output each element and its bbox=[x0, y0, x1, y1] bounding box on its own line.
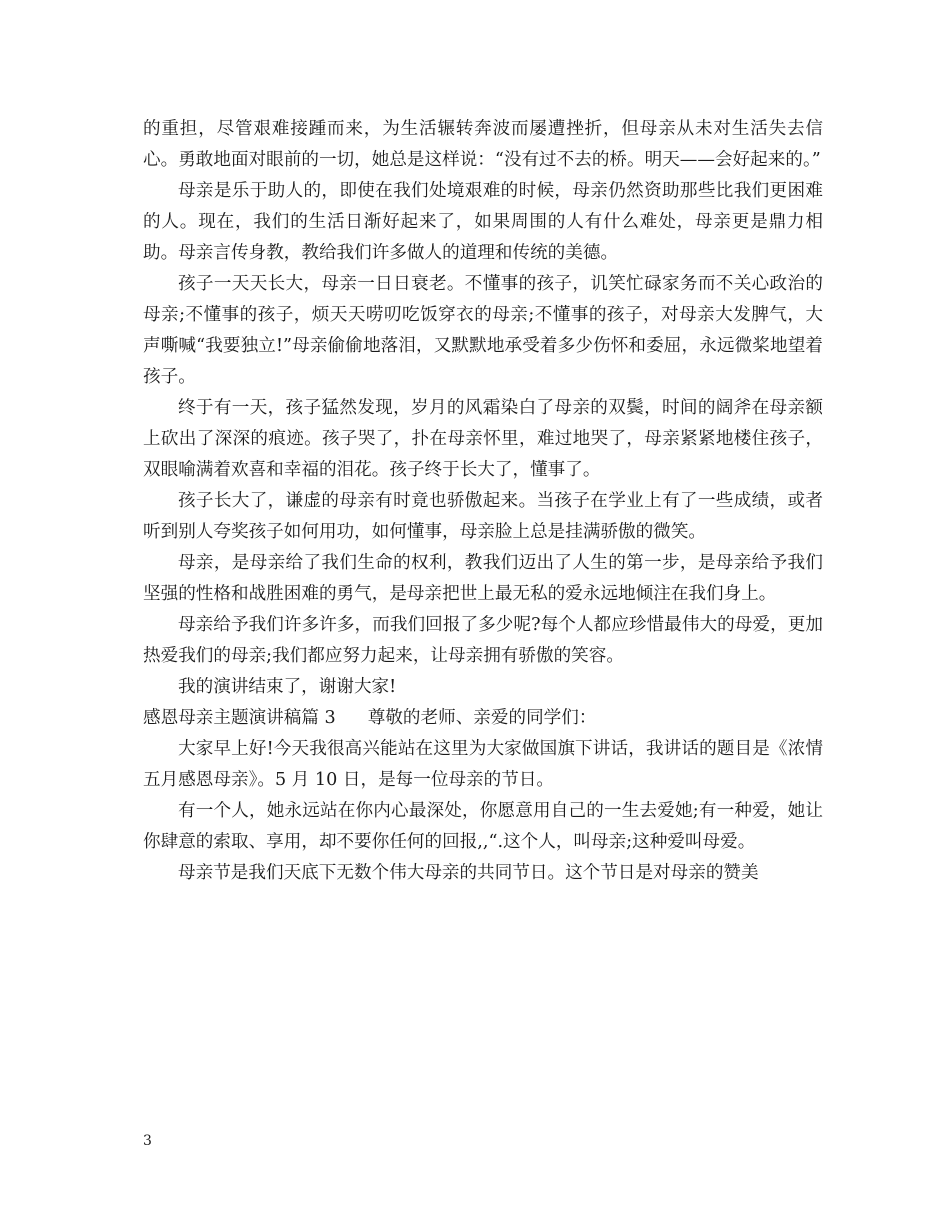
paragraph-gave: 母亲，是母亲给了我们生命的权利，教我们迈出了人生的第一步，是母亲给予我们坚强的性格和战胜困难的勇气，是母亲把世上最无私的爱永远地倾注在我们身上。 bbox=[143, 553, 823, 604]
paragraph-end: 我的演讲结束了，谢谢大家! bbox=[178, 677, 397, 697]
section-title: 感恩母亲主题演讲稿篇 3 bbox=[143, 708, 336, 728]
section-heading bbox=[143, 703, 823, 734]
paragraph-someone: 有一个人，她永远站在你内心最深处，你愿意用自己的一生去爱她;有一种爱，她让你肆意的索取、享用，却不要你任何的回报,,“.这个人，叫母亲;这种爱叫母爱。 bbox=[143, 801, 823, 852]
paragraph-repay: 母亲给予我们许多许多，而我们回报了多少呢?每个人都应珍惜最伟大的母爱，更加热爱我们的母亲;我们都应努力起来，让母亲拥有骄傲的笑容。 bbox=[143, 615, 823, 666]
document-body bbox=[143, 114, 823, 889]
paragraph-proud: 孩子长大了，谦虚的母亲有时竟也骄傲起来。当孩子在学业上有了一些成绩，或者听到别人夸奖孩子如何用功，如何懂事，母亲脸上总是挂满骄傲的微笑。 bbox=[143, 491, 823, 542]
paragraph-finally: 终于有一天，孩子猛然发现，岁月的风霜染白了母亲的双鬓，时间的阔斧在母亲额上砍出了深深的痕迹。孩子哭了，扑在母亲怀里，难过地哭了，母亲紧紧地楼住孩子，双眼喻满着欢喜和幸福的泪花。孩子终于长大了，懂事了。 bbox=[143, 398, 823, 480]
paragraph-grow: 孩子一天天长大，母亲一日日衰老。不懂事的孩子，讥笑忙碌家务而不关心政治的母亲;不懂事的孩子，烦天天唠叨吃饭穿衣的母亲;不懂事的孩子，对母亲大发脾气，大声嘶喊“我要独立!”母亲偷偷地落泪，又默默地承受着多少伤怀和委屈，永远微桨地望着孩子。 bbox=[143, 274, 823, 387]
paragraph-continued: 的重担，尽管艰难接踵而来，为生活辗转奔波而屡遭挫折，但母亲从未对生活失去信心。勇敢地面对眼前的一切，她总是这样说：“没有过不去的桥。明天——会好起来的。” bbox=[143, 119, 823, 170]
paragraph-morning: 大家早上好!今天我很高兴能站在这里为大家做国旗下讲话，我讲话的题目是《浓情五月感恩母亲》。5 月 10 日，是每一位母亲的节日。 bbox=[143, 739, 823, 790]
section-greeting: 尊敬的老师、亲爱的同学们： bbox=[367, 708, 597, 728]
paragraph-festival: 母亲节是我们天底下无数个伟大母亲的共同节日。这个节日是对母亲的赞美 bbox=[178, 863, 759, 883]
paragraph-help: 母亲是乐于助人的，即使在我们处境艰难的时候，母亲仍然资助那些比我们更困难的人。现在，我们的生活日渐好起来了，如果周围的人有什么难处，母亲更是鼎力相助。母亲言传身教，教给我们许多做人的道理和传统的美德。 bbox=[143, 181, 823, 263]
page-number: 3 bbox=[143, 1133, 152, 1149]
